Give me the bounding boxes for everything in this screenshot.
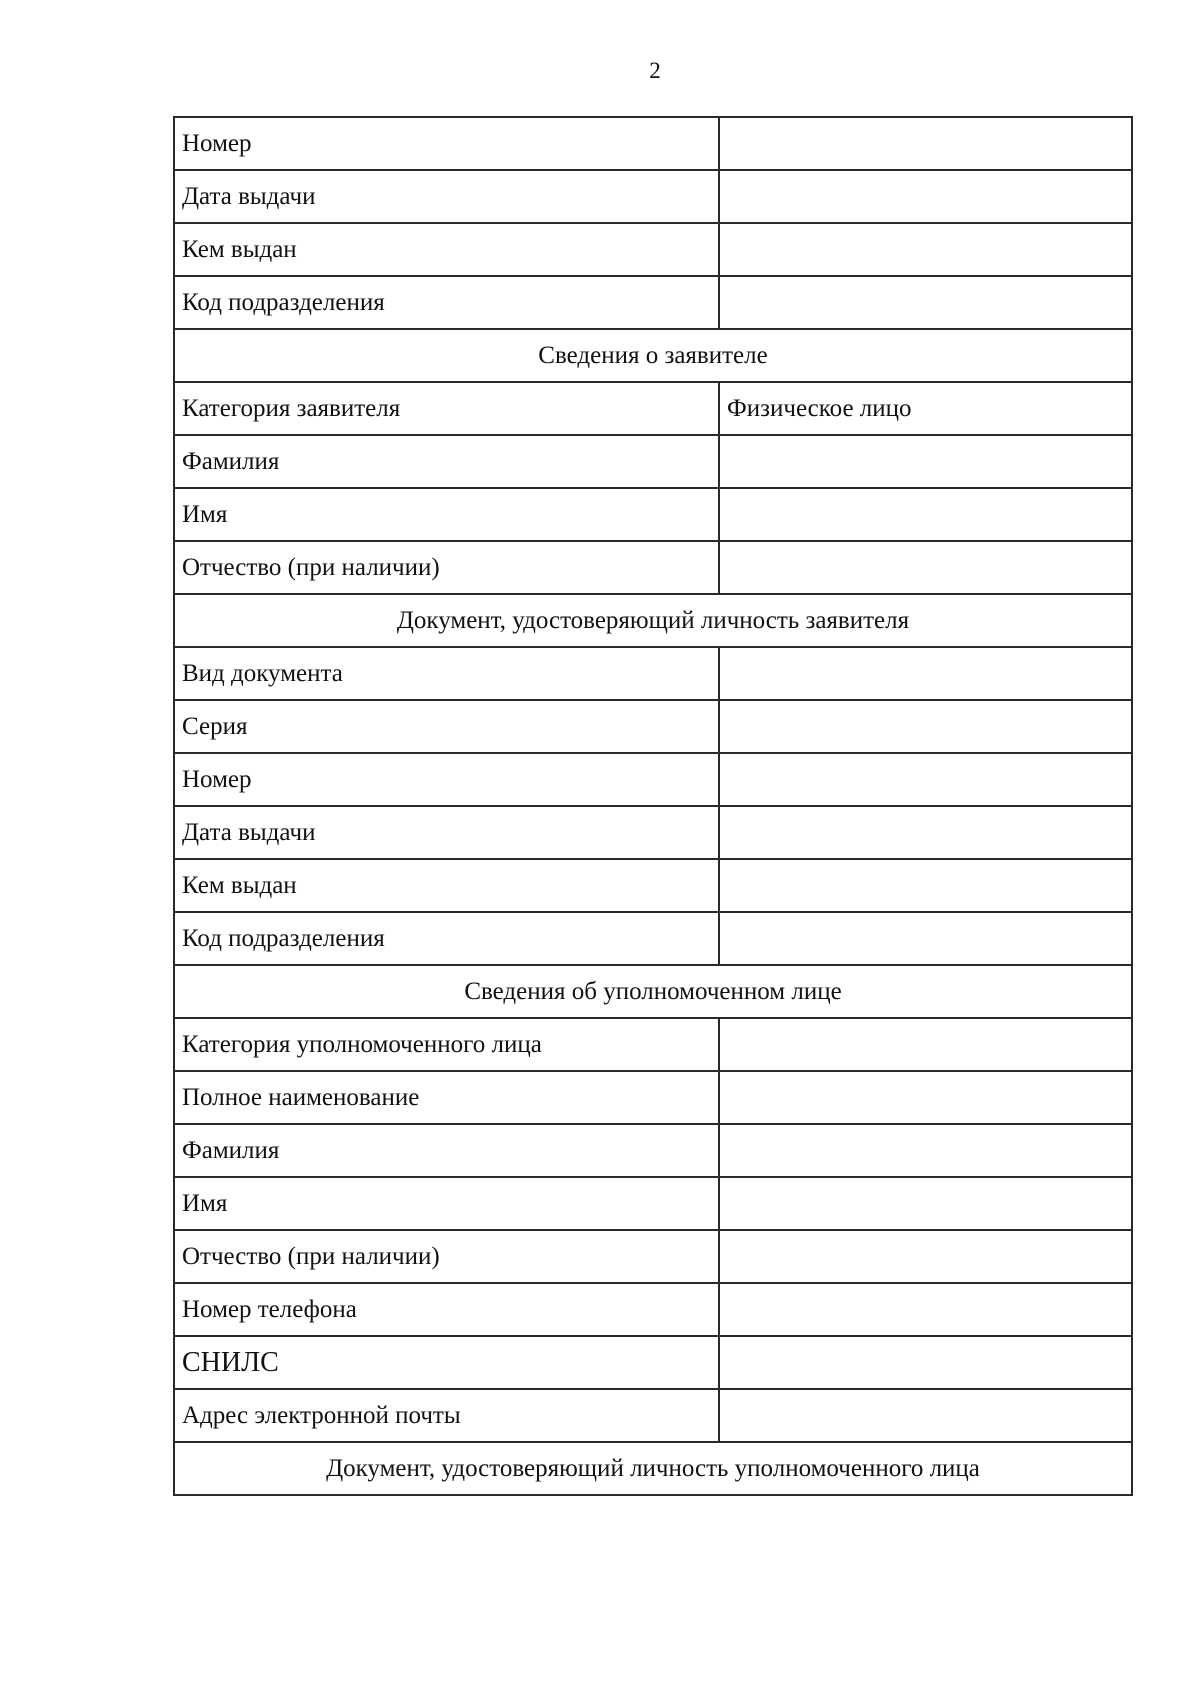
- field-value[interactable]: [719, 541, 1132, 594]
- form-field-row: [174, 488, 1132, 541]
- field-label: Фамилия: [174, 435, 719, 488]
- form-field-row: [174, 1124, 1132, 1177]
- section-title: Сведения об уполномоченном лице: [174, 965, 1132, 1018]
- form-field-row: [174, 1018, 1132, 1071]
- field-label: Вид документа: [174, 647, 719, 700]
- field-label: Имя: [174, 1177, 719, 1230]
- application-form-table: [173, 116, 1133, 1496]
- form-field-row: [174, 700, 1132, 753]
- field-label: Полное наименование: [174, 1071, 719, 1124]
- field-value[interactable]: [719, 488, 1132, 541]
- field-value[interactable]: [719, 753, 1132, 806]
- form-field-row: [174, 647, 1132, 700]
- field-value[interactable]: [719, 223, 1132, 276]
- field-label: Номер телефона: [174, 1283, 719, 1336]
- form-field-row: [174, 912, 1132, 965]
- field-label: Серия: [174, 700, 719, 753]
- form-field-row: [174, 1389, 1132, 1442]
- field-value[interactable]: [719, 276, 1132, 329]
- field-value[interactable]: [719, 806, 1132, 859]
- form-field-row: [174, 1071, 1132, 1124]
- page-number: 2: [649, 58, 661, 83]
- section-title: Документ, удостоверяющий личность уполномоченного лица: [174, 1442, 1132, 1495]
- form-field-row: [174, 223, 1132, 276]
- form-field-row: [174, 1177, 1132, 1230]
- field-label: Код подразделения: [174, 912, 719, 965]
- form-field-row: [174, 435, 1132, 488]
- field-value[interactable]: [719, 1124, 1132, 1177]
- field-value[interactable]: [719, 912, 1132, 965]
- section-header-row: [174, 594, 1132, 647]
- form-field-row: [174, 806, 1132, 859]
- form-field-row: [174, 1230, 1132, 1283]
- field-value[interactable]: [719, 1071, 1132, 1124]
- field-label: Кем выдан: [174, 859, 719, 912]
- field-value[interactable]: [719, 700, 1132, 753]
- field-label: Дата выдачи: [174, 806, 719, 859]
- field-label: Отчество (при наличии): [174, 541, 719, 594]
- field-label: Категория уполномоченного лица: [174, 1018, 719, 1071]
- field-label: Адрес электронной почты: [174, 1389, 719, 1442]
- field-label: СНИЛС: [174, 1336, 719, 1389]
- field-value[interactable]: [719, 117, 1132, 170]
- form-field-row: [174, 753, 1132, 806]
- section-header-row: [174, 1442, 1132, 1495]
- field-value[interactable]: [719, 1389, 1132, 1442]
- form-field-row: [174, 859, 1132, 912]
- field-label: Имя: [174, 488, 719, 541]
- field-value[interactable]: [719, 647, 1132, 700]
- form-field-row: [174, 382, 1132, 435]
- form-field-row: [174, 170, 1132, 223]
- section-header-row: [174, 965, 1132, 1018]
- field-value[interactable]: [719, 435, 1132, 488]
- field-value[interactable]: [719, 170, 1132, 223]
- section-title: Сведения о заявителе: [174, 329, 1132, 382]
- section-title: Документ, удостоверяющий личность заявителя: [174, 594, 1132, 647]
- field-label: Дата выдачи: [174, 170, 719, 223]
- form-field-row: [174, 276, 1132, 329]
- field-label: Категория заявителя: [174, 382, 719, 435]
- form-field-row: [174, 1283, 1132, 1336]
- form-table-body: [174, 117, 1132, 1495]
- field-label: Номер: [174, 117, 719, 170]
- field-label: Кем выдан: [174, 223, 719, 276]
- field-value[interactable]: [719, 1283, 1132, 1336]
- field-value[interactable]: [719, 1018, 1132, 1071]
- field-label: Номер: [174, 753, 719, 806]
- field-value[interactable]: Физическое лицо: [719, 382, 1132, 435]
- form-field-row: [174, 541, 1132, 594]
- form-field-row: [174, 117, 1132, 170]
- field-label: Фамилия: [174, 1124, 719, 1177]
- section-header-row: [174, 329, 1132, 382]
- field-value[interactable]: [719, 859, 1132, 912]
- field-value[interactable]: [719, 1230, 1132, 1283]
- field-label: Отчество (при наличии): [174, 1230, 719, 1283]
- form-field-row: [174, 1336, 1132, 1389]
- field-value[interactable]: [719, 1177, 1132, 1230]
- field-label: Код подразделения: [174, 276, 719, 329]
- field-value[interactable]: [719, 1336, 1132, 1389]
